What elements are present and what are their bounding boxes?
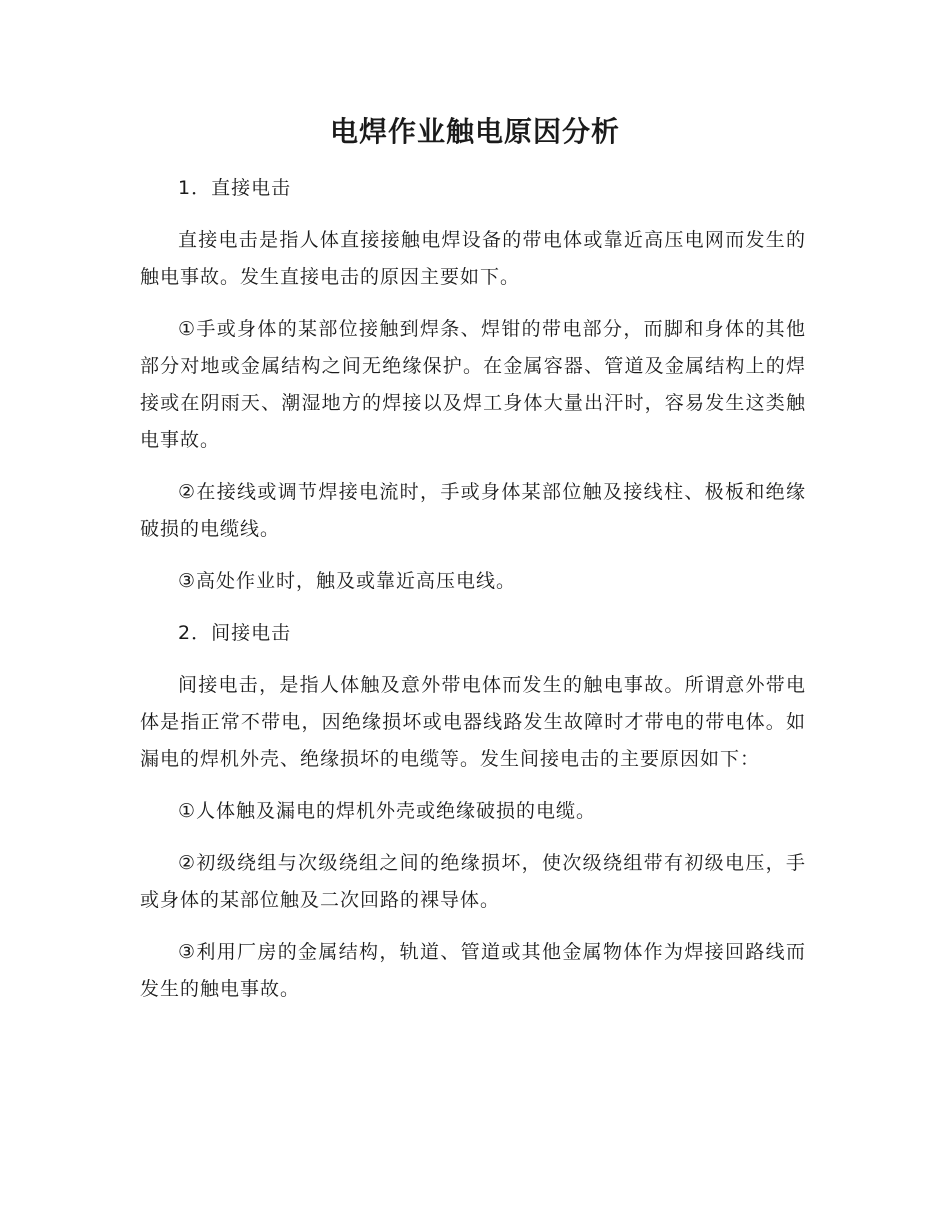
paragraph-direct-cause-1: ①手或身体的某部位接触到焊条、焊钳的带电部分，而脚和身体的其他部分对地或金属结构之间无绝缘保护。在金属容器、管道及金属结构上的焊接或在阴雨天、潮湿地方的焊接以及焊工身体大量出汗时，容易发生这类触电事故。 bbox=[140, 318, 806, 451]
paragraph-indirect-shock-definition: 间接电击，是指人体触及意外带电体而发生的触电事故。所谓意外带电体是指正常不带电，因绝缘损坏或电器线路发生故障时才带电的带电体。如漏电的焊机外壳、绝缘损坏的电缆等。发生间接电击的主要原因如下： bbox=[140, 674, 806, 770]
paragraph-direct-cause-3: ③高处作业时，触及或靠近高压电线。 bbox=[178, 570, 517, 592]
section-heading-indirect-shock: 2．间接电击 bbox=[178, 622, 292, 644]
paragraph-indirect-cause-2: ②初级绕组与次级绕组之间的绝缘损坏，使次级绕组带有初级电压，手或身体的某部位触及二次回路的裸导体。 bbox=[140, 852, 806, 911]
paragraph-indirect-cause-1: ①人体触及漏电的焊机外壳或绝缘破损的电缆。 bbox=[178, 800, 597, 822]
document-body bbox=[140, 170, 806, 1023]
paragraph-direct-cause-2: ②在接线或调节焊接电流时，手或身体某部位触及接线柱、极板和绝缘破损的电缆线。 bbox=[140, 481, 806, 540]
document-title: 电焊作业触电原因分析 bbox=[329, 115, 620, 148]
section-heading-direct-shock: 1．直接电击 bbox=[178, 177, 292, 199]
paragraph-direct-shock-definition: 直接电击是指人体直接接触电焊设备的带电体或靠近高压电网而发生的触电事故。发生直接电击的原因主要如下。 bbox=[140, 229, 806, 288]
paragraph-indirect-cause-3: ③利用厂房的金属结构，轨道、管道或其他金属物体作为焊接回路线而发生的触电事故。 bbox=[140, 941, 806, 1000]
